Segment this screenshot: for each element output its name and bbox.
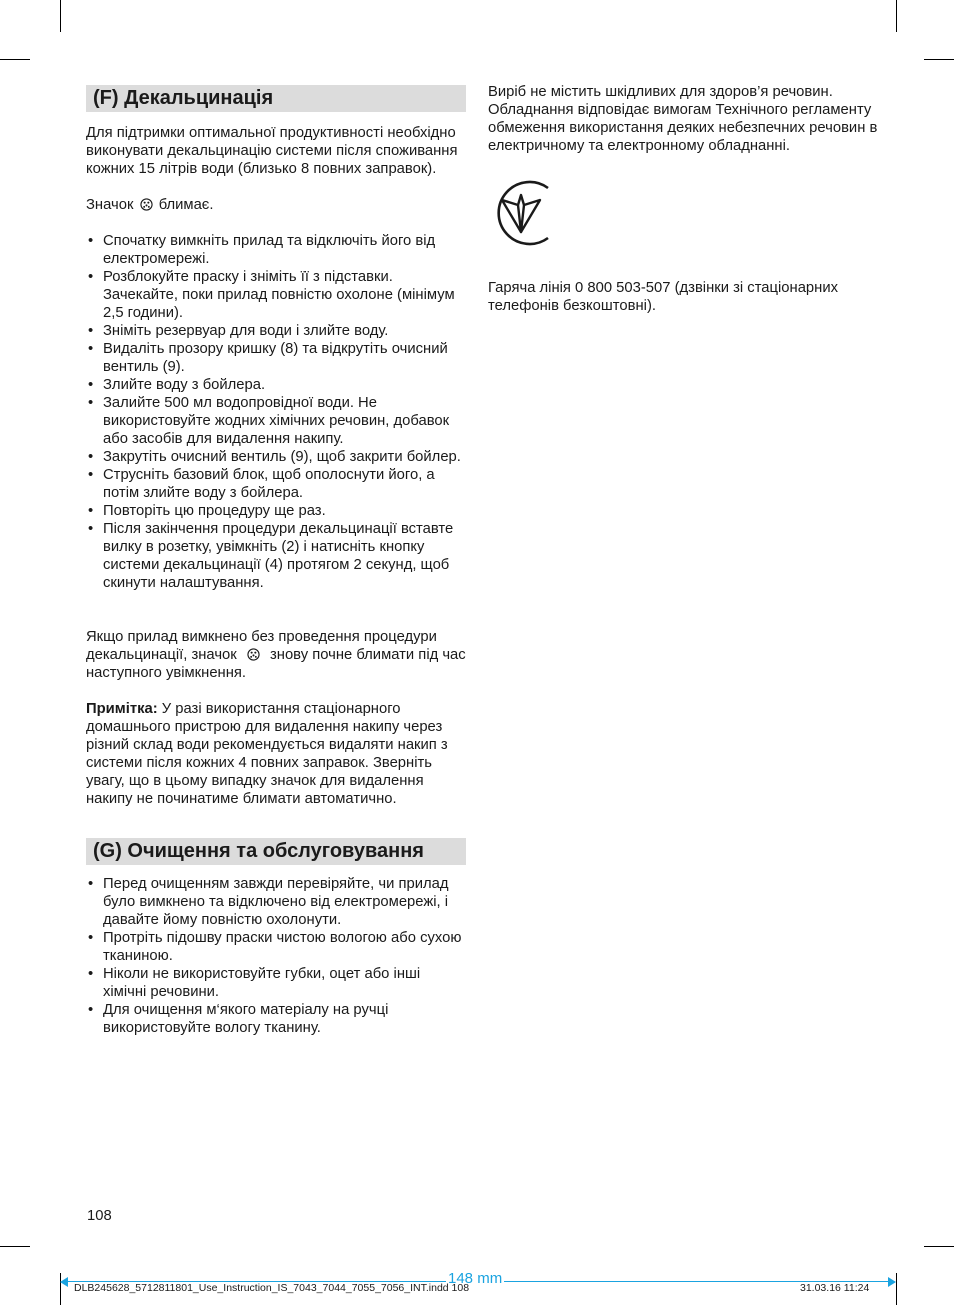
left-column <box>86 85 466 1037</box>
crop-mark <box>924 59 954 60</box>
cleaning-steps <box>86 875 466 1037</box>
arrow-left-icon <box>60 1277 68 1287</box>
icon-blink-line <box>86 196 466 214</box>
list-item: • Повторіть цю процедуру ще раз. <box>86 502 466 520</box>
compliance-statement: Виріб не містить шкідливих для здоров’я речовин. Обладнання відповідає вимогам Технічного регламенту обмеження використання деяких небезпечних речовин в електричному та електронному обладнанні. <box>488 84 878 154</box>
page-number: 108 <box>87 1208 112 1224</box>
arrow-right-icon <box>888 1277 896 1287</box>
list-item: • Закрутіть очисний вентиль (9), щоб закрити бойлер. <box>86 448 466 466</box>
list-item: • Після закінчення процедури декальцинації вставте вилку в розетку, увімкніть (2) і натисніть кнопку системи декальцинації (4) протягом 2 секунд, щоб скинути налаштування. <box>86 520 466 592</box>
list-item: • Для очищення м‘якого матеріалу на ручці використовуйте вологу тканину. <box>86 1001 466 1037</box>
list-item: • Розблокуйте праску і зніміть її з підставки. Зачекайте, поки прилад повністю охолоне (мінімум 2,5 години). <box>86 268 466 322</box>
slug-file-name: DLB245628_5712811801_Use_Instruction_IS_7043_7044_7055_7056_INT.indd 108 <box>74 1282 470 1294</box>
skip-warning-before: Якщо прилад вимкнено без проведення процедури декальцинації, значок <box>86 629 437 663</box>
list-item: • Залийте 500 мл водопровідної води. Не використовуйте жодних хімічних речовин, добавок або засобів для видалення накипу. <box>86 394 466 448</box>
skip-warning-after: знову почне блимати під час наступного увімкнення. <box>86 647 466 681</box>
section-g-heading: (G) Очищення та обслуговування <box>86 838 466 865</box>
crop-mark <box>924 1246 954 1247</box>
icon-blink-before: Значок <box>86 197 134 213</box>
crop-mark <box>0 59 30 60</box>
list-item: • Струсніть базовий блок, щоб ополоснути його, а потім злийте воду з бойлера. <box>86 466 466 502</box>
slug-width-label: 148 mm <box>448 1270 503 1287</box>
crop-mark <box>896 0 897 32</box>
crop-mark <box>60 0 61 32</box>
hotline-info: Гаряча лінія 0 800 503-507 (дзвінки зі стаціонарних телефонів безкоштовні). <box>488 280 838 314</box>
icon-blink-after: блимає. <box>158 197 214 213</box>
skip-warning <box>86 628 466 682</box>
decalcification-icon <box>247 648 260 661</box>
crop-mark <box>896 1273 897 1305</box>
crop-mark <box>0 1246 30 1247</box>
decalcification-icon <box>140 198 153 211</box>
right-column <box>488 83 878 315</box>
list-item: • Перед очищенням завжди перевіряйте, чи прилад було вимкнено та відключено від електромережі, і давайте йому повністю охолонути. <box>86 875 466 929</box>
list-item: • Видаліть прозору кришку (8) та відкрутіть очисний вентиль (9). <box>86 340 466 376</box>
note-label: Примітка: <box>86 701 158 717</box>
list-item: • Спочатку вимкніть прилад та відключіть його від електромережі. <box>86 232 466 268</box>
list-item: • Протріть підошву праски чистою вологою або сухою тканиною. <box>86 929 466 965</box>
list-item: • Зніміть резервуар для води і злийте воду. <box>86 322 466 340</box>
list-item: • Злийте воду з бойлера. <box>86 376 466 394</box>
list-item: • Ніколи не використовуйте губки, оцет або інші хімічні речовини. <box>86 965 466 1001</box>
note-text: У разі використання стаціонарного домашнього пристрою для видалення накипу через різний склад води рекомендується видаляти накип з системи після кожних 4 повних заправок. Зверніть увагу, що в цьому випадку значок для видалення накипу не починатиме блимати автоматично. <box>86 701 448 807</box>
section-f-intro: Для підтримки оптимальної продуктивності необхідно виконувати декальцинацію системи після споживання кожних 15 літрів води (близько 8 повних заправок). <box>86 125 458 177</box>
ukrainian-conformity-mark <box>488 178 554 248</box>
decalcification-steps <box>86 232 466 592</box>
slug-date: 31.03.16 11:24 <box>800 1282 870 1294</box>
note-paragraph <box>86 700 466 808</box>
section-f-heading: (F) Декальцинація <box>86 85 466 112</box>
